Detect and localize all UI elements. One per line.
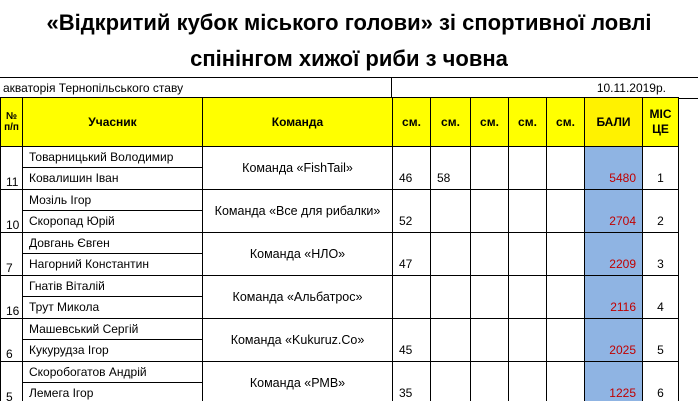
cm-1-value: 45 [393,319,431,362]
cm-1-value: 47 [393,233,431,276]
row-number: 6 [1,319,23,362]
cm-1-value: 46 [393,147,431,190]
participant-name-1: Довгань Євген [23,233,202,254]
participant-name-2: Лемега Ігор [29,386,94,400]
place-value: 1 [643,147,679,190]
participant-names [23,233,203,276]
table-row [1,147,679,190]
cm-3-value [471,233,509,276]
row-number: 16 [1,276,23,319]
points-value: 2209 [585,233,643,276]
cm-1-value: 52 [393,190,431,233]
cm-2-value [431,319,471,362]
points-value: 1225 [585,362,643,401]
table-row [1,276,679,319]
cm-3-value [471,319,509,362]
cm-2-value [431,190,471,233]
col-header-cm-1: см. [393,98,431,147]
cm-3-value [471,190,509,233]
cm-4-value [509,190,547,233]
points-value: 2704 [585,190,643,233]
place-value: 3 [643,233,679,276]
col-header-cm-4: см. [509,98,547,147]
cm-4-value [509,319,547,362]
page-title-line-2: спінінгом хижої риби з човна [190,46,508,71]
date-label: 10.11.2019р. [596,81,666,95]
table-row [1,319,679,362]
participant-name-2: Ковалишин Іван [29,171,119,185]
col-header-cm-2: см. [431,98,471,147]
cm-5-value [547,147,585,190]
row-number: 5 [1,362,23,401]
team-name: Команда «Все для рибалки» [203,190,393,233]
cm-1-value: 35 [393,362,431,401]
col-header-place: МІС ЦЕ [643,98,679,147]
participant-name-1: Товарницький Володимир [23,147,202,168]
venue-row [0,77,698,99]
table-row [1,233,679,276]
results-sheet [0,77,698,401]
cm-3-value [471,276,509,319]
cm-5-value [547,190,585,233]
place-value: 5 [643,319,679,362]
participant-name-1: Мозіль Ігор [23,190,202,211]
team-name: Команда «FishTail» [203,147,393,190]
place-value: 6 [643,362,679,401]
col-header-cm-3: см. [471,98,509,147]
team-name: Команда «Kukuruz.Co» [203,319,393,362]
col-header-participant: Учасник [23,98,203,147]
place-value: 4 [643,276,679,319]
participant-names [23,276,203,319]
cm-2-value: 58 [431,147,471,190]
page-title-line-1: «Відкритий кубок міського голови» зі спортивної ловлі [46,10,652,35]
cm-3-value [471,362,509,401]
participant-name-1: Скоробогатов Андрій [23,362,202,383]
cm-4-value [509,147,547,190]
points-value: 2116 [585,276,643,319]
participant-name-2: Нагорний Константин [29,257,149,271]
cm-4-value [509,276,547,319]
cm-5-value [547,362,585,401]
participant-names [23,362,203,401]
row-number: 11 [1,147,23,190]
header-row [1,98,679,147]
table-row [1,362,679,401]
cm-2-value [431,362,471,401]
cm-5-value [547,276,585,319]
cm-3-value [471,147,509,190]
participant-name-2: Скоропад Юрій [29,214,115,228]
venue-label: акваторія Тернопільського ставу [3,81,184,95]
cm-5-value [547,233,585,276]
results-table [0,97,679,401]
cm-4-value [509,362,547,401]
team-name: Команда «НЛО» [203,233,393,276]
participant-name-1: Гнатів Віталій [23,276,202,297]
participant-name-2: Кукурудза Ігор [29,343,109,357]
participant-names [23,190,203,233]
col-header-cm-5: см. [547,98,585,147]
points-value: 2025 [585,319,643,362]
place-value: 2 [643,190,679,233]
participant-name-2: Трут Микола [29,300,100,314]
col-header-points: БАЛИ [585,98,643,147]
participant-names [23,147,203,190]
row-number: 7 [1,233,23,276]
points-value: 5480 [585,147,643,190]
table-row [1,190,679,233]
col-header-team: Команда [203,98,393,147]
cm-2-value [431,276,471,319]
cm-5-value [547,319,585,362]
cm-2-value [431,233,471,276]
team-name: Команда «Альбатрос» [203,276,393,319]
team-name: Команда «РМВ» [203,362,393,401]
cm-4-value [509,233,547,276]
participant-name-1: Машевський Сергій [23,319,202,340]
venue-divider [391,78,392,98]
participant-names [23,319,203,362]
cm-1-value [393,276,431,319]
col-header-number: № п/п [1,98,23,147]
row-number: 10 [1,190,23,233]
